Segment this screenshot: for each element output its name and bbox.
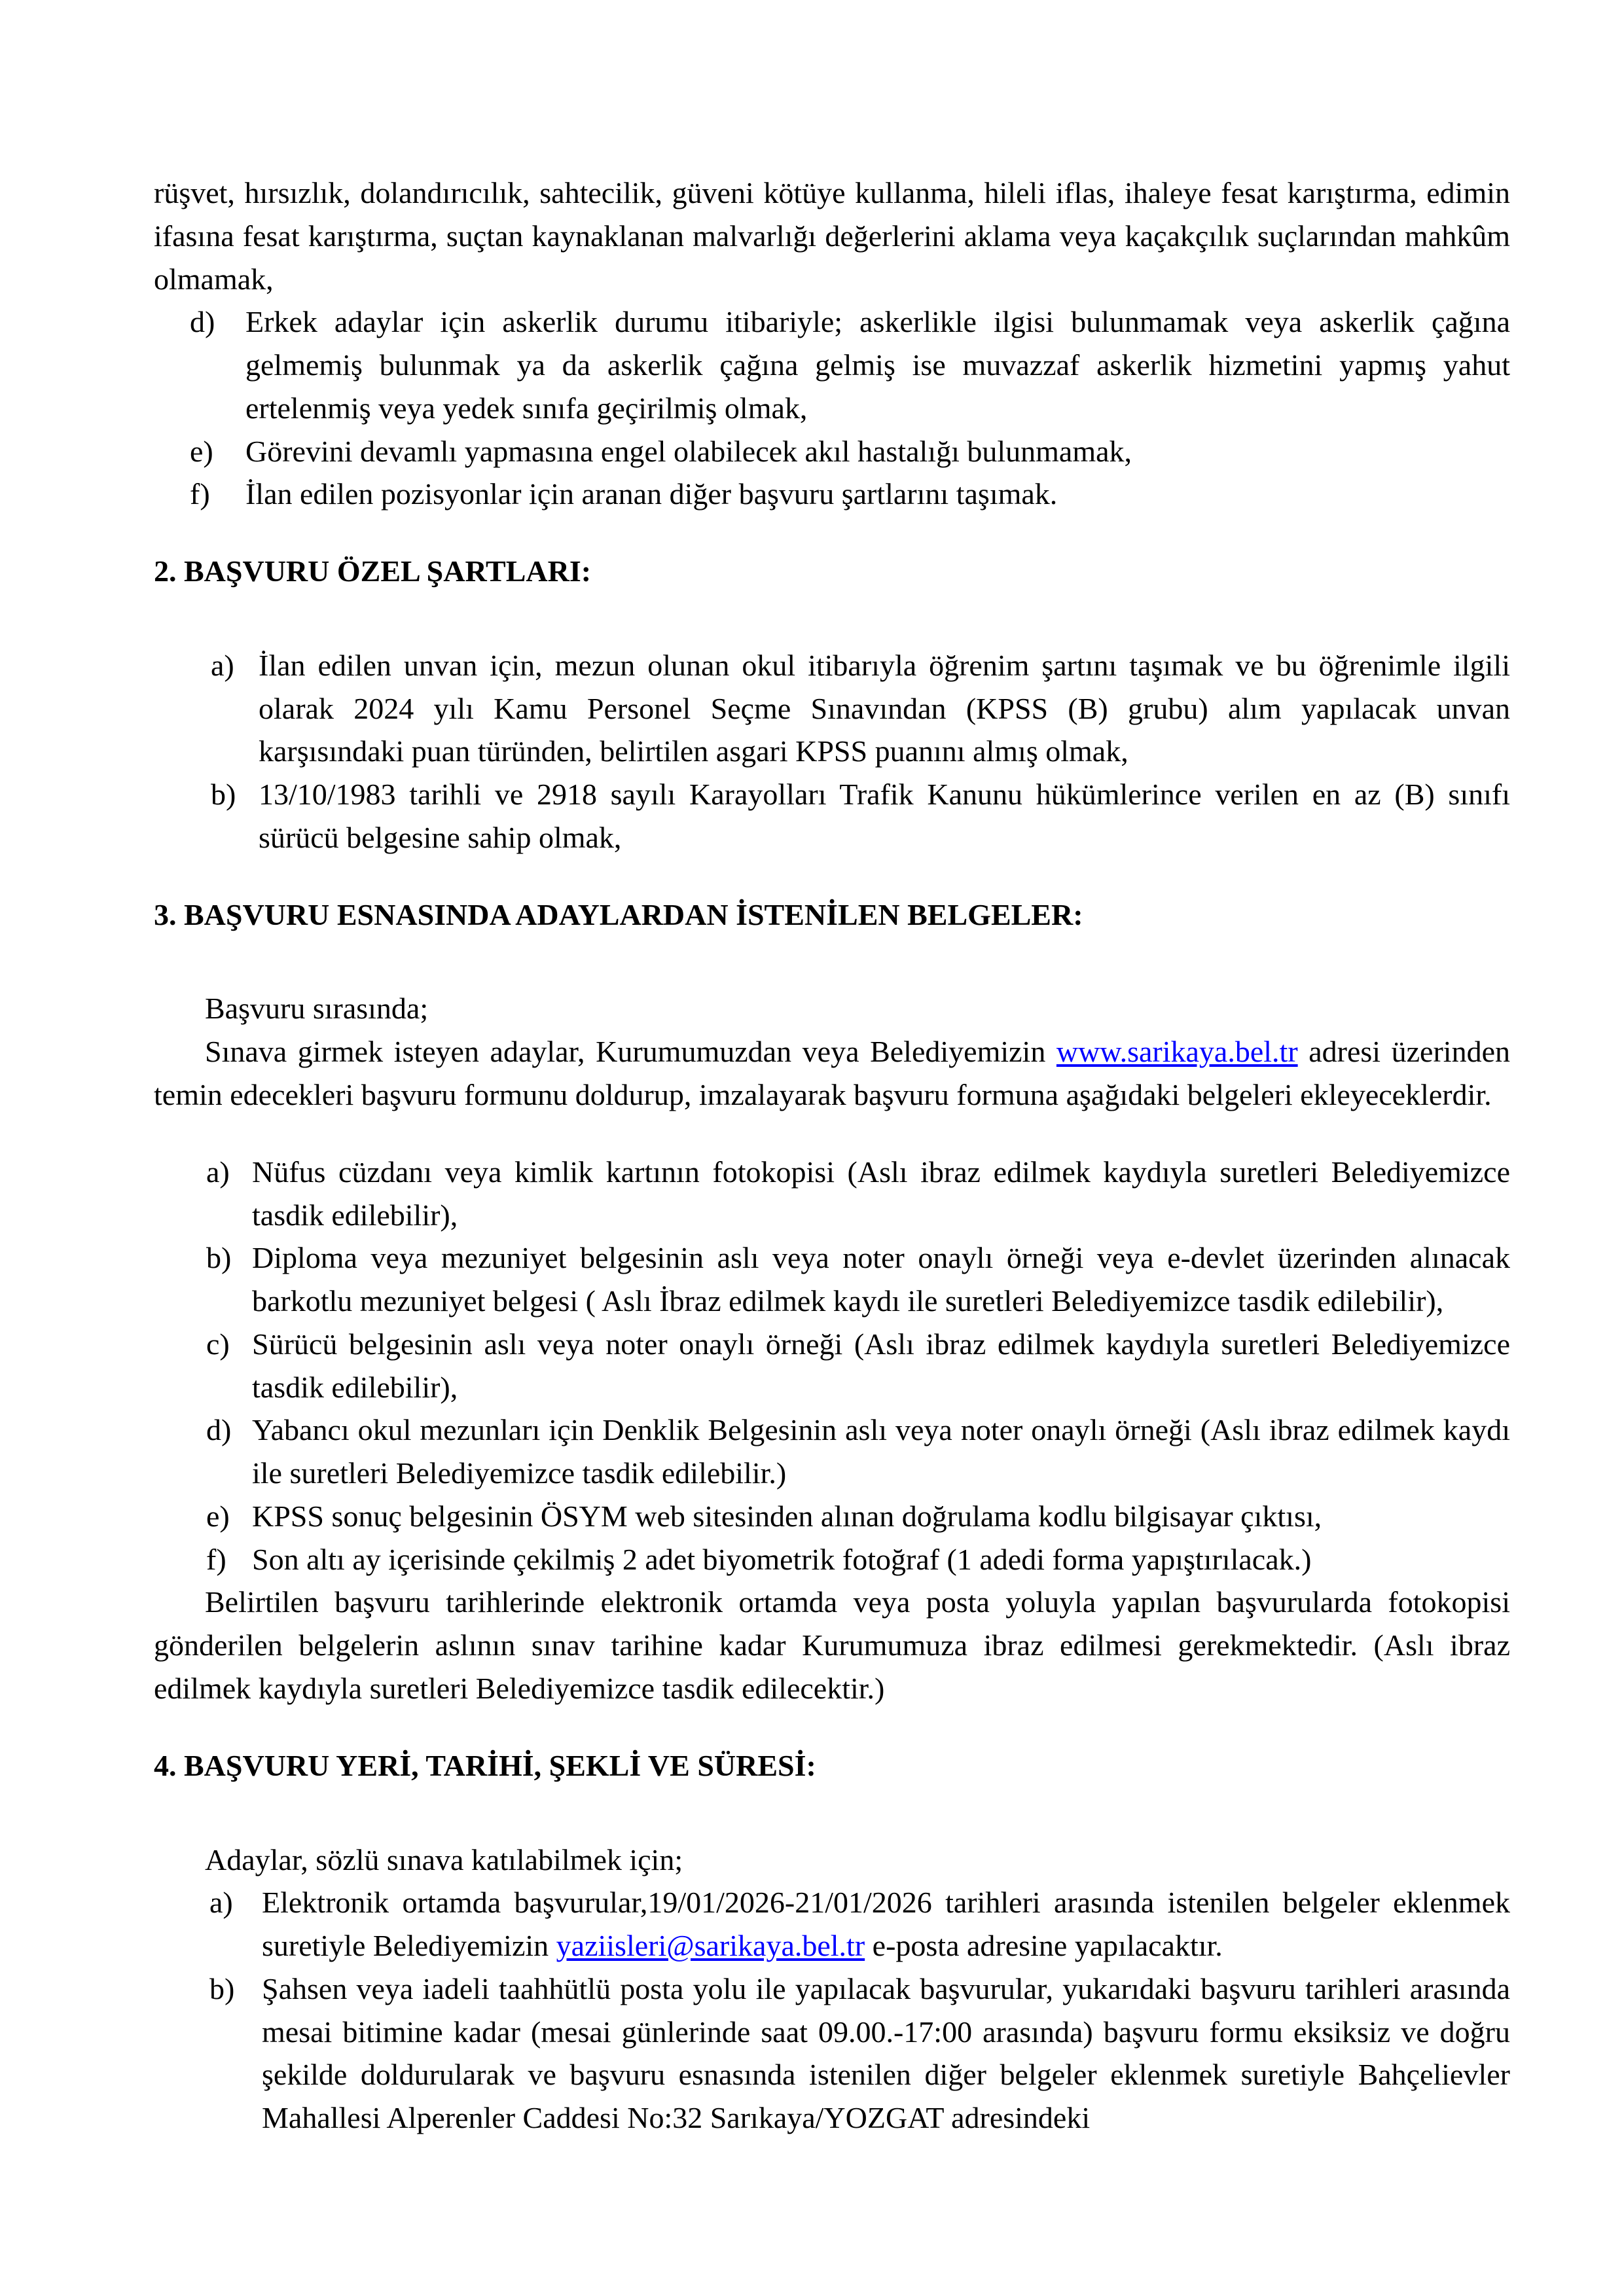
list-item-text: Görevini devamlı yapmasına engel olabilecek akıl hastalığı bulunmamak, <box>245 434 1132 468</box>
item-text-after-link: e-posta adresine yapılacaktır. <box>865 1929 1223 1963</box>
list-item <box>206 1538 1510 1581</box>
list-item <box>206 1236 1510 1323</box>
email-link[interactable]: yaziisleri@sarikaya.bel.tr <box>556 1929 865 1963</box>
section4-heading: 4. BAŞVURU YERİ, TARİHİ, ŞEKLİ VE SÜRESİ: <box>154 1748 816 1782</box>
spacer <box>154 936 1510 987</box>
section3-intro-paragraph <box>154 1030 1510 1117</box>
section3-intro-line: Başvuru sırasında; <box>205 992 429 1026</box>
list-marker: f) <box>206 1542 226 1576</box>
list-item <box>211 773 1510 859</box>
list-marker: e) <box>206 1499 230 1533</box>
list-marker: f) <box>190 477 210 511</box>
list-item <box>209 1881 1510 1967</box>
list-item <box>206 1408 1510 1495</box>
list-item-text: Şahsen veya iadeli taahhütlü posta yolu ile yapılacak başvurular, yukarıdaki başvuru tarihleri arasında mesai bitimine kadar (mesai günlerinde saat 09.00.-17:00 arasında) başvuru formu eksiksiz ve doğru şekilde doldurularak ve başvuru esnasında istenilen diğer belgeler eklenmek suretiyle Bahçelievler Mahallesi Alperenler Caddesi No:32 Sarıkaya/YOZGAT adresindeki <box>262 1971 1510 2135</box>
list-item <box>190 473 1510 516</box>
list-item <box>211 644 1510 773</box>
list-marker: a) <box>209 1886 233 1920</box>
section2-list <box>211 644 1510 859</box>
list-item <box>206 1323 1510 1409</box>
list-item-text: Diploma veya mezuniyet belgesinin aslı veya noter onaylı örneği veya e-devlet üzerinden alınacak barkotlu mezuniyet belgesi ( Aslı İbraz edilmek kaydı ile suretleri Belediyemizce tasdik edilebilir), <box>252 1241 1510 1318</box>
list-marker: c) <box>206 1327 230 1361</box>
website-link[interactable]: www.sarikaya.bel.tr <box>1056 1035 1298 1069</box>
list-item-text: Sürücü belgesinin aslı veya noter onaylı örneği (Aslı ibraz edilmek kaydıyla suretleri Belediyemizce tasdik edilebilir), <box>252 1327 1510 1404</box>
list-item-text: Erkek adaylar için askerlik durumu itibariyle; askerlikle ilgisi bulunmamak veya askerlik çağına gelmemiş bulunmak ya da askerlik çağına gelmiş ise muvazzaf askerlik hizmetini yapmış yahut ertelenmiş veya yedek sınıfa geçirilmiş olmak, <box>245 305 1510 425</box>
section1-list <box>190 300 1510 516</box>
spacer <box>154 859 1510 893</box>
spacer <box>154 1117 1510 1151</box>
list-marker: d) <box>206 1413 232 1447</box>
intro-text-after-link: adresi üzerinden temin edecekleri başvuru formunu doldurup, imzalayarak başvuru formuna aşağıdaki belgeleri ekleyeceklerdir. <box>154 1035 1510 1112</box>
spacer <box>154 516 1510 550</box>
list-item <box>206 1495 1510 1538</box>
list-item <box>206 1151 1510 1237</box>
list-marker: b) <box>209 1971 235 2005</box>
item-text-before-link: Elektronik ortamda başvurular,19/01/2026-21/01/2026 tarihleri arasında istenilen belgeler eklenmek suretiyle Belediyemizin <box>262 1886 1510 1963</box>
list-item-text: İlan edilen pozisyonlar için aranan diğer başvuru şartlarını taşımak. <box>245 477 1058 511</box>
section4-list <box>209 1881 1510 2140</box>
list-marker: b) <box>206 1241 232 1275</box>
list-marker: d) <box>190 305 215 339</box>
list-item-text <box>262 1881 1510 1967</box>
spacer <box>154 1787 1510 1839</box>
list-item-text: Yabancı okul mezunları için Denklik Belgesinin aslı veya noter onaylı örneği (Aslı ibraz edilmek kaydı ile suretleri Belediyemizce tasdik edilebilir.) <box>252 1413 1510 1490</box>
document-content <box>154 171 1510 2140</box>
list-item-text: Nüfus cüzdanı veya kimlik kartının fotokopisi (Aslı ibraz edilmek kaydıyla suretleri Belediyemizce tasdik edilebilir), <box>252 1155 1510 1232</box>
section2-heading: 2. BAŞVURU ÖZEL ŞARTLARI: <box>154 554 592 588</box>
spacer <box>154 593 1510 644</box>
list-item-text: Son altı ay içerisinde çekilmiş 2 adet biyometrik fotoğraf (1 adedi forma yapıştırılacak.) <box>252 1542 1312 1576</box>
section4-intro-line: Adaylar, sözlü sınava katılabilmek için; <box>205 1842 683 1876</box>
list-item-text: KPSS sonuç belgesinin ÖSYM web sitesinden alınan doğrulama kodlu bilgisayar çıktısı, <box>252 1499 1322 1533</box>
intro-text-before-link: Sınava girmek isteyen adaylar, Kurumumuzdan veya Belediyemizin <box>205 1035 1056 1069</box>
section3-closing-paragraph: Belirtilen başvuru tarihlerinde elektronik ortamda veya posta yoluyla yapılan başvurularda fotokopisi gönderilen belgelerin aslının sınav tarihine kadar Kurumumuza ibraz edilmesi gerekmektedir. (Aslı ibraz edilmek kaydıyla suretleri Belediyemizce tasdik edilecektir.) <box>154 1585 1510 1705</box>
list-item <box>190 300 1510 429</box>
list-item-text: 13/10/1983 tarihli ve 2918 sayılı Karayolları Trafik Kanunu hükümlerince verilen en az (B) sınıfı sürücü belgesine sahip olmak, <box>259 778 1510 854</box>
list-marker: e) <box>190 434 213 468</box>
spacer <box>154 1710 1510 1744</box>
list-item <box>190 430 1510 473</box>
section3-heading: 3. BAŞVURU ESNASINDA ADAYLARDAN İSTENİLEN BELGELER: <box>154 897 1083 931</box>
list-marker: a) <box>206 1155 230 1189</box>
paragraph-continuation: rüşvet, hırsızlık, dolandırıcılık, sahtecilik, güveni kötüye kullanma, hileli iflas, ihaleye fesat karıştırma, edimin ifasına fesat karıştırma, suçtan kaynaklanan malvarlığı değerlerini aklama veya kaçakçılık suçlarından mahkûm olmamak, <box>154 176 1510 296</box>
list-marker: a) <box>211 648 234 682</box>
list-item <box>209 1967 1510 2140</box>
list-item-text: İlan edilen unvan için, mezun olunan okul itibarıyla öğrenim şartını taşımak ve bu öğrenimle ilgili olarak 2024 yılı Kamu Personel Seçme Sınavından (KPSS (B) grubu) alım yapılacak unvan karşısındaki puan türünden, belirtilen asgari KPSS puanını almış olmak, <box>259 648 1510 768</box>
list-marker: b) <box>211 778 236 812</box>
section3-list <box>206 1151 1510 1581</box>
